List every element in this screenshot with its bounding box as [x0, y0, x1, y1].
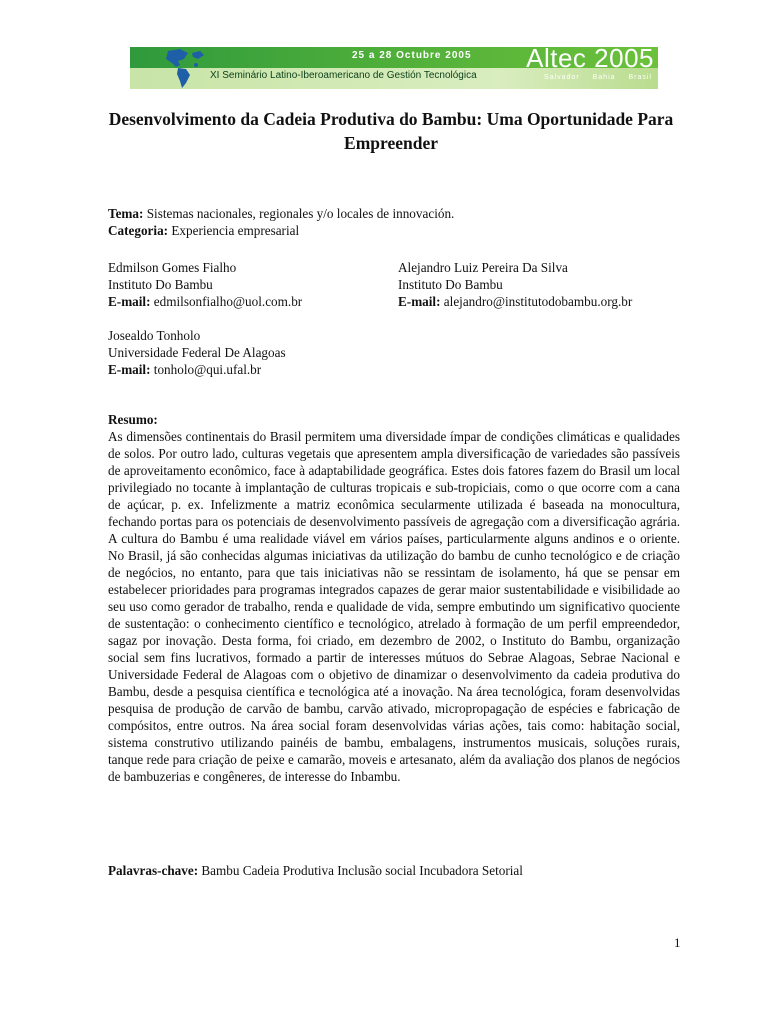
author-block	[108, 259, 302, 310]
author-block	[398, 259, 632, 310]
author-email: tonholo@qui.ufal.br	[153, 362, 262, 377]
author-email: edmilsonfialho@uol.com.br	[153, 294, 303, 309]
author-affiliation: Universidade Federal De Alagoas	[108, 345, 286, 360]
author-email-line	[108, 293, 302, 310]
categoria-value: Experiencia empresarial	[171, 223, 300, 238]
banner-cities	[534, 74, 652, 81]
email-label: E-mail:	[398, 294, 441, 309]
author-email-line	[398, 293, 632, 310]
americas-map-icon	[158, 47, 208, 89]
keywords-line	[108, 862, 523, 879]
banner-city: Salvador	[544, 74, 580, 81]
author-affiliation: Instituto Do Bambu	[108, 277, 213, 292]
conference-banner	[130, 43, 658, 89]
categoria-line	[108, 222, 454, 239]
abstract-body: As dimensões continentais do Brasil permitem uma diversidade ímpar de condições climáticas e qualidades de solos. Por outro lado, culturas vegetais que apresentem ampla diversificação de variedades são passíveis de aproveitamento econômico, face à adaptabilidade geográfica. Estes dois fatores fazem do Brasil um local privilegiado no tocante à implantação de culturas tropicais e sub-tropiciais, como o que ocorre com a cana de açúcar, p. ex. Infelizmente a matriz econômica secularmente utilizada é baseada na monocultura, fechando portas para os potenciais de desenvolvimento passíveis de agregação com a diversificação agrária. A cultura do Bambu é uma realidade viável em vários países, particularmente alguns andinos e o oriente. No Brasil, já são conhecidas algumas iniciativas da utilização do bambu de cunho tecnológico e de criação de negócios, no entanto, para que tais iniciativas não se ressintam de isolamento, há que se pensar em estabelecer prioridades para programas integrados capazes de gerar maior sustentabilidade e visibilidade ao seu uso como gerador de trabalho, renda e qualidade de vida, sempre embutindo um significativo quociente de sustentação: o conhecimento científico e tecnológico, atrelado à formação de um perfil empreendedor, sagaz por inovação. Desta forma, foi criado, em dezembro de 2002, o Instituto do Bambu, organização social sem fins lucrativos, formado a partir de interesses mútuos do Sebrae Alagoas, Sebrae Nacional e Universidade Federal de Alagoas com o objetivo de dinamizar o desenvolvimento da cadeia produtiva do Bambu, desde a pesquisa científica e tecnológica até a inovação. Na área tecnológica, foram desenvolvidas pesquisa de produção de carvão de bambu, carvão ativado, micropropagação de espécies e fabricação de compósitos, entre outros. Na área social foram desenvolvidas várias ações, tais como: habitação social, sistema construtivo utilizando painéis de bambu, embalagens, instrumentos musicais, soluções rurais, tanque rede para criação de peixe e camarão, moveis e artesanato, além da avaliação dos planos de negócios de bambuzerias e congêneres, de interesse do Inbambu.	[108, 429, 680, 784]
keywords-label: Palavras-chave:	[108, 863, 199, 878]
abstract-heading	[108, 411, 680, 428]
keywords-value: Bambu Cadeia Produtiva Inclusão social Incubadora Setorial	[201, 863, 523, 878]
tema-value: Sistemas nacionales, regionales y/o locales de innovación.	[146, 206, 455, 221]
author-email-line	[108, 361, 286, 378]
author-name: Edmilson Gomes Fialho	[108, 260, 237, 275]
banner-city: Bahia	[592, 74, 616, 81]
author-name: Josealdo Tonholo	[108, 328, 201, 343]
banner-city: Brasil	[628, 74, 652, 81]
tema-label: Tema:	[108, 206, 144, 221]
paper-title: Desenvolvimento da Cadeia Produtiva do Bambu: Uma Oportunidade Para Empreender	[108, 109, 674, 153]
abstract-section	[108, 411, 680, 785]
email-label: E-mail:	[108, 362, 151, 377]
author-email: alejandro@institutodobambu.org.br	[443, 294, 633, 309]
abstract-heading-label: Resumo:	[108, 412, 158, 427]
banner-date: 25 a 28 Octubre 2005	[352, 50, 472, 61]
page-number: 1	[674, 935, 681, 950]
paper-meta	[108, 205, 454, 239]
tema-line	[108, 205, 454, 222]
email-label: E-mail:	[108, 294, 151, 309]
categoria-label: Categoria:	[108, 223, 169, 238]
author-affiliation: Instituto Do Bambu	[398, 277, 503, 292]
banner-brand: Altec 2005	[526, 43, 654, 73]
author-block	[108, 327, 286, 378]
banner-seminar-name: XI Seminário Latino-Iberoamericano de Gestión Tecnológica	[210, 70, 477, 81]
author-name: Alejandro Luiz Pereira Da Silva	[398, 260, 568, 275]
